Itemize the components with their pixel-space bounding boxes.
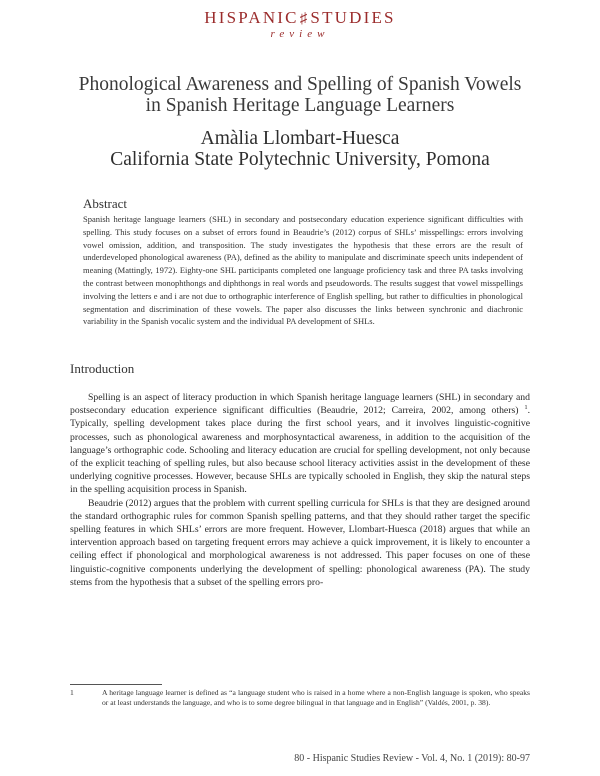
page-footer-citation: 80 - Hispanic Studies Review - Vol. 4, No. 1 (2019): 80-97 bbox=[294, 753, 530, 764]
footnote bbox=[70, 688, 530, 707]
abstract-text: Spanish heritage language learners (SHL) in secondary and postsecondary education experience significant difficulties with spelling. This study focuses on a subset of errors found in Beaudrie’s (2012) corpus of SHLs’ misspellings: errors involving vowel omission, addition, and transposition. The study investigates the hypothesis that these errors are the result of underdeveloped phonological awareness (PA), defined as the ability to manipulate and discriminate speech units independent of meaning (Mattingly, 1972). Eighty-one SHL participants completed one language proficiency task and three PA tasks involving the contrast between monophthongs and diphthongs in real words and pseudowords. The results suggest that vowel misspellings involving the letters e and i are not due to orthographic interference of English spelling, but rather to difficulties in phonological segmentation and discrimination of these vowels. The paper also discusses the links between synchronic and diachronic variability in the Spanish vocalic system and the individual PA development of SHLs. bbox=[83, 214, 523, 327]
paragraph-1-text-start: Spelling is an aspect of literacy production in which Spanish heritage language learners (SHL) in secondary and postsecondary education experience significant difficulties (Beaudrie, 2012; Carreira, 2002, among others) bbox=[70, 392, 530, 417]
introduction-paragraph-2: Beaudrie (2012) argues that the problem with current spelling curricula for SHLs is that they are designed around the standard orthographic rules for common Spanish spelling patterns, and that they should rather target the specific spelling features in which SHLs’ errors are more frequent. However, Llombart-Huesca (2018) argues that while an intervention approach based on targeting frequent errors may achieve a quick improvement, it is likely to encounter a ceiling effect if phonological and morphological awareness is not addressed. This paper focuses on one of these linguistic-cognitive components underlying the development of spelling: phonological awareness (PA). The study stems from the hypothesis that a subset of the spelling errors pro- bbox=[70, 497, 530, 588]
journal-name bbox=[0, 8, 600, 29]
introduction-body bbox=[70, 391, 530, 589]
journal-masthead bbox=[0, 8, 600, 40]
journal-subtitle: review bbox=[270, 28, 330, 40]
journal-separator-glyph: ♯ bbox=[299, 11, 310, 27]
introduction-heading: Introduction bbox=[70, 361, 135, 376]
author-affiliation: California State Polytechnic University, Pomona bbox=[110, 149, 490, 170]
footnote-text: A heritage language learner is defined as “a language student who is raised in a home where a non-English language is spoken, who speaks or at least understands the language, and who is to some degree bilingual in that language and in English” (Valdés, 2001, p. 38). bbox=[102, 688, 530, 707]
paragraph-1-text-end: . Typically, spelling development takes place during the first school years, and it involves linguistic-cognitive processes, such as phonological awareness and morphosyntactical awareness, in addition to the acquisition of the language’s orthographic code. Schooling and literacy education are crucial for spelling development, not only because of the explicit teaching of spelling rules, but also because school literacy activities assist in the development of these underlying cognitive processes. However, because SHLs are typically schooled in English, they skip the natural steps in the spelling acquisition process in Spanish. bbox=[70, 405, 531, 496]
introduction-paragraph-1 bbox=[70, 391, 530, 497]
footnote-divider bbox=[70, 684, 162, 685]
author-name: Amàlia Llombart-Huesca bbox=[200, 128, 400, 149]
article-title bbox=[40, 74, 560, 116]
journal-name-left: HISPANIC bbox=[204, 8, 299, 27]
article-title-line-2: in Spanish Heritage Language Learners bbox=[145, 95, 455, 116]
abstract-heading: Abstract bbox=[83, 196, 128, 211]
journal-name-right: STUDIES bbox=[310, 8, 396, 27]
footnote-number: 1 bbox=[70, 688, 74, 697]
footnote-reference[interactable]: 1 bbox=[524, 403, 528, 411]
article-title-line-1: Phonological Awareness and Spelling of Spanish Vowels bbox=[78, 74, 522, 95]
